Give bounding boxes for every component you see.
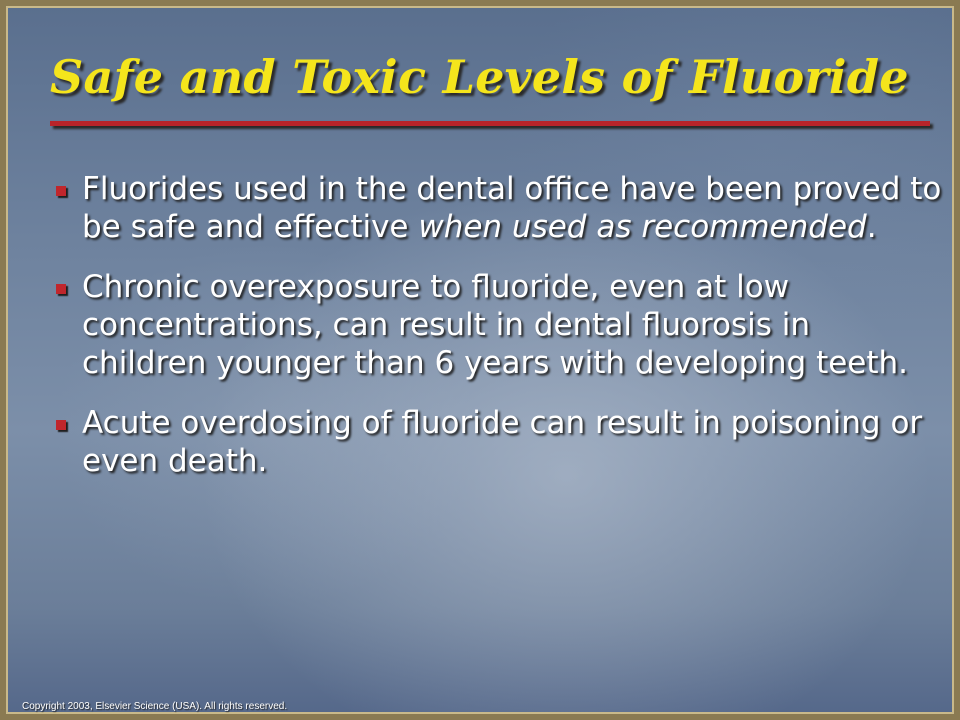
- bullet-list: [52, 170, 942, 502]
- bullet-emphasis: when used as recommended: [418, 209, 867, 245]
- square-bullet-icon: [56, 186, 66, 196]
- square-bullet-icon: [56, 284, 66, 294]
- square-bullet-icon: [56, 420, 66, 430]
- title-underline: [50, 121, 930, 126]
- bullet-item-safe: [52, 170, 942, 246]
- bullet-text: Fluorides used in the dental office have been proved to be safe and effective: [82, 171, 942, 245]
- copyright-notice: Copyright 2003, Elsevier Science (USA). All rights reserved.: [22, 701, 288, 712]
- bullet-item-acute: [52, 404, 942, 480]
- bullet-item-chronic: [52, 268, 942, 382]
- bullet-tail: .: [866, 209, 877, 245]
- slide-title: Safe and Toxic Levels of Fluoride: [50, 50, 909, 104]
- bullet-text: Acute overdosing of fluoride can result in poisoning or even death.: [82, 405, 923, 479]
- bullet-text: Chronic overexposure to fluoride, even at low concentrations, can result in dental fluorosis in children younger than 6 years with developing teeth.: [82, 269, 909, 381]
